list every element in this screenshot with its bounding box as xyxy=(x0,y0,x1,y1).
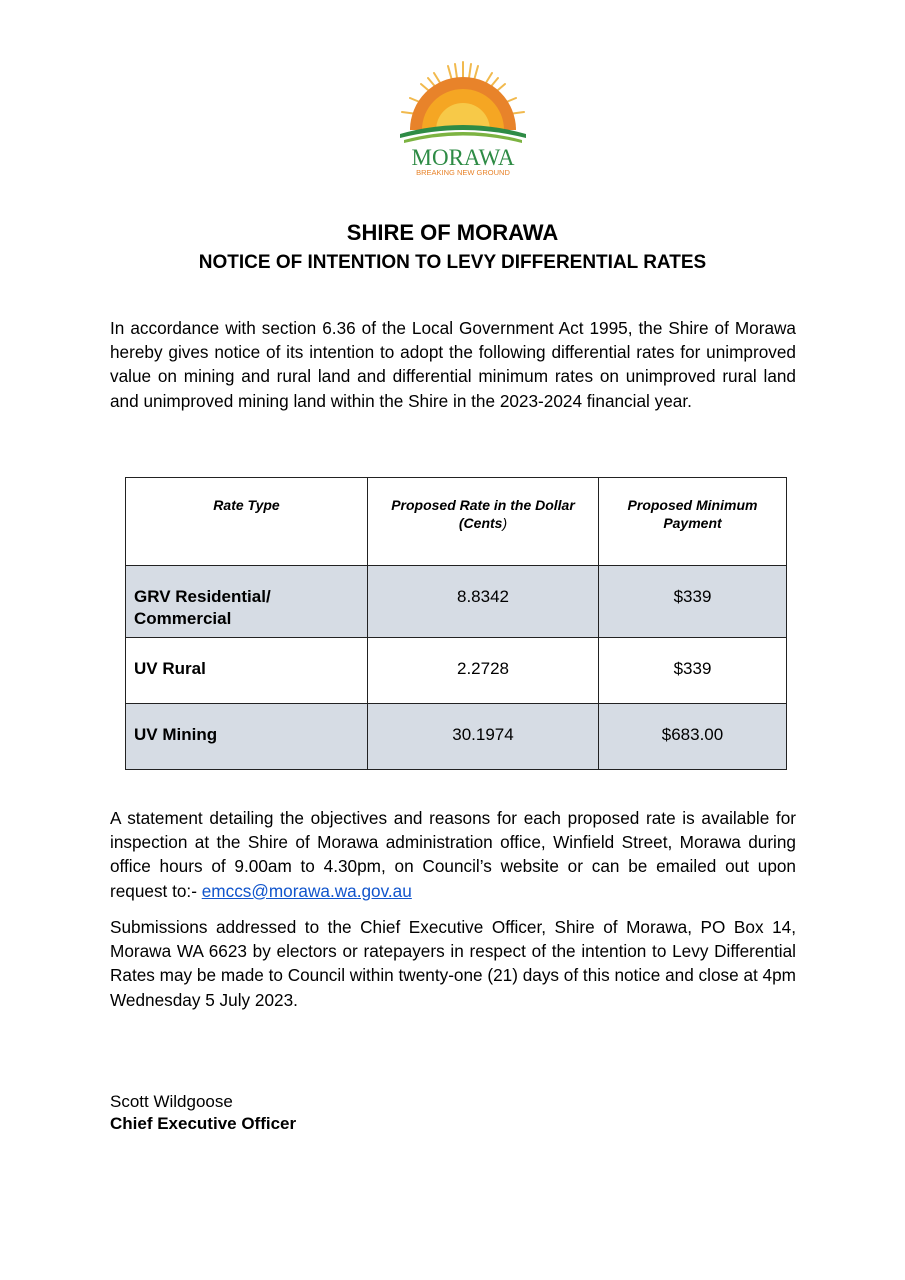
cell-minimum: $339 xyxy=(599,566,787,638)
intro-paragraph: In accordance with section 6.36 of the Local Government Act 1995, the Shire of Morawa hereby gives notice of its intention to adopt the following differential rates for unimproved value on mining and rural land and differential minimum rates on unimproved rural land and unimproved mining land within the Shire in the 2023-2024 financial year. xyxy=(110,318,796,411)
cell-rate: 8.8342 xyxy=(368,566,599,638)
cell-rate: 2.2728 xyxy=(368,638,599,704)
cell-minimum: $339 xyxy=(599,638,787,704)
page-subtitle: NOTICE OF INTENTION TO LEVY DIFFERENTIAL RATES xyxy=(198,252,707,273)
logo-tagline: BREAKING NEW GROUND xyxy=(416,168,510,177)
table-row xyxy=(126,638,787,704)
table-row xyxy=(126,566,787,638)
rates-table xyxy=(125,477,787,770)
signatory-name: Scott Wildgoose xyxy=(110,1092,233,1111)
statement-paragraph: A statement detailing the objectives and reasons for each proposed rate is available for inspection at the Shire of Morawa administration office, Winfield Street, Morawa during office hours of 9.00am to 4.30pm, on Council’s website or can be emailed out upon request to:- emccs@morawa.wa.gov.au xyxy=(110,808,796,901)
table-header-row xyxy=(126,478,787,566)
header-minimum-payment: Proposed Minimum Payment xyxy=(599,478,787,566)
cell-rate-type: UV Rural xyxy=(126,638,368,704)
logo-wordmark: MORAWA xyxy=(411,145,515,170)
header-proposed-rate: Proposed Rate in the Dollar (Cents) xyxy=(368,478,599,566)
signatory-position: Chief Executive Officer xyxy=(110,1114,297,1133)
submissions-paragraph: Submissions addressed to the Chief Executive Officer, Shire of Morawa, PO Box 14, Morawa WA 6623 by electors or ratepayers in respect of the intention to Levy Differential Rates may be made to Council within twenty-one (21) days of this notice and close at 4pm Wednesday 5 July 2023. xyxy=(110,917,796,1010)
header-rate-type: Rate Type xyxy=(126,478,368,566)
morawa-logo xyxy=(388,58,538,180)
cell-minimum: $683.00 xyxy=(599,704,787,770)
email-link[interactable]: emccs@morawa.wa.gov.au xyxy=(201,880,412,901)
cell-rate-type: GRV Residential/ Commercial xyxy=(126,566,368,638)
cell-rate: 30.1974 xyxy=(368,704,599,770)
cell-rate-type: UV Mining xyxy=(126,704,368,770)
page-title: SHIRE OF MORAWA xyxy=(346,220,559,245)
table-row xyxy=(126,704,787,770)
